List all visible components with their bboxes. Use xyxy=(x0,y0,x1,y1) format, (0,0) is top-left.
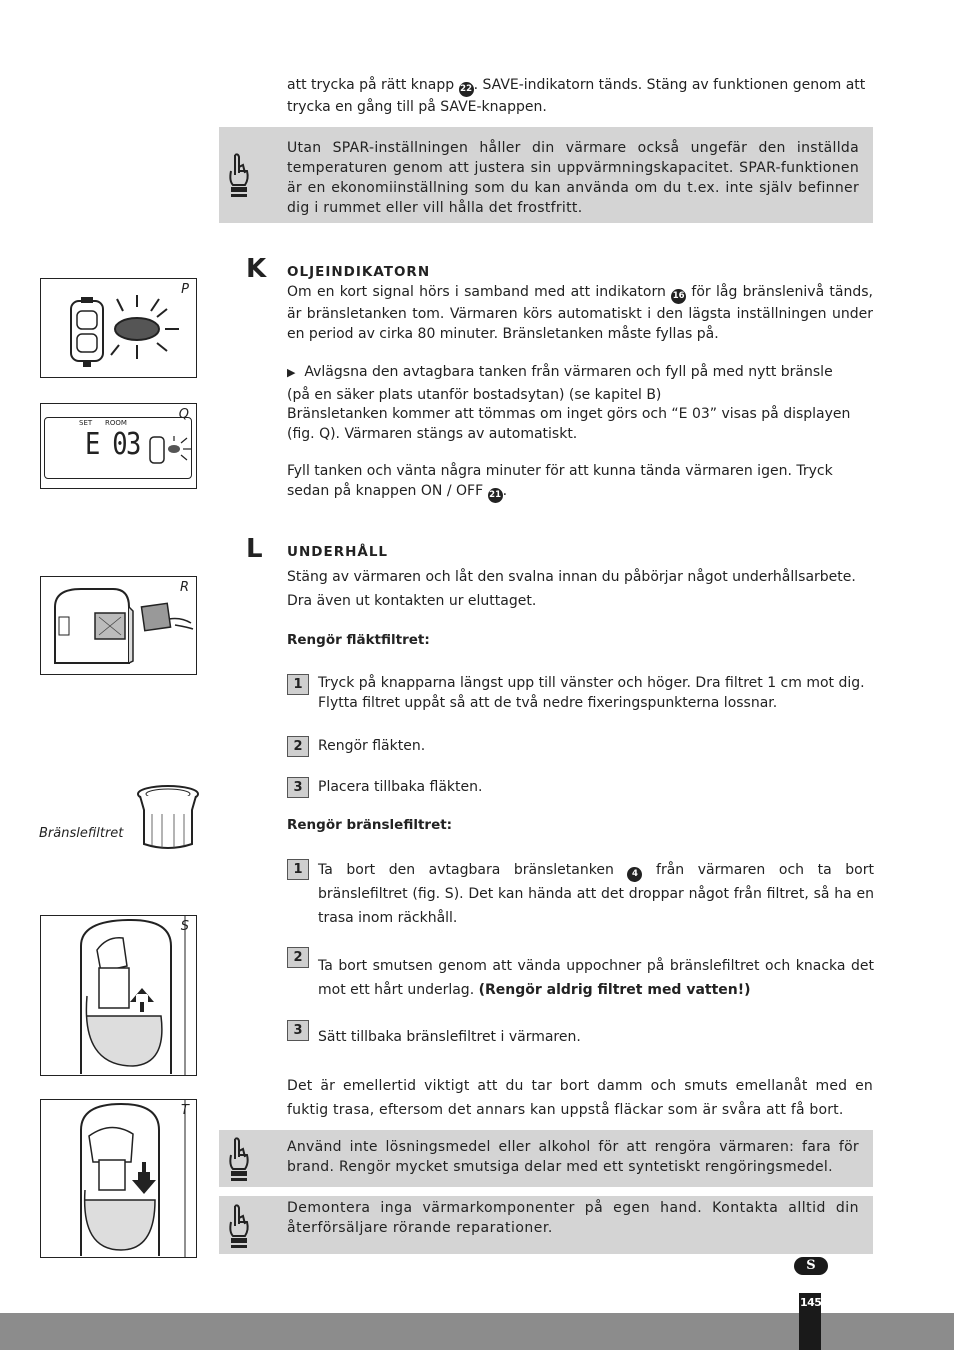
figure-q-display xyxy=(40,403,197,489)
note-text: Använd inte lösningsmedel eller alkohol för att rengöra värmaren: fara för brand. Rengör mycket smutsiga delar med ett syntetiskt rengöringsmedel. xyxy=(287,1139,859,1175)
step-number: 2 xyxy=(287,947,309,968)
figure-label: R xyxy=(179,580,189,595)
figure-label: T xyxy=(181,1103,189,1118)
display-error-code: E 03 xyxy=(85,427,140,462)
step-number: 2 xyxy=(287,736,309,757)
fuel-filter-caption: Bränslefiltret xyxy=(39,826,124,841)
note-box-repairs xyxy=(219,1196,873,1254)
ref-circle-4: 4 xyxy=(627,867,642,882)
note-box-solvent xyxy=(219,1130,873,1187)
figure-label: Q xyxy=(178,407,189,422)
tank-empty-icon xyxy=(147,432,195,468)
intro-paragraph: att trycka på rätt knapp 22 . SAVE-indikatorn tänds. Stäng av funktionen genom att trycka en gång till på SAVE-knappen. xyxy=(287,77,866,115)
language-badge: S xyxy=(794,1257,828,1275)
step-number: 3 xyxy=(287,1020,309,1041)
section-heading-underhall: UNDERHÅLL xyxy=(287,544,389,560)
page-number-tab xyxy=(799,1293,821,1350)
subheading-bransletfiltret: Rengör bränslefiltret: xyxy=(287,817,453,833)
step-number: 1 xyxy=(287,859,309,880)
ref-circle-21: 21 xyxy=(488,488,503,503)
oljeindikatorn-e03-text: Bränsletanken kommer att tömmas om inget görs och “E 03” visas på displayen (fig. Q). Värmaren stängs av automatiskt. xyxy=(287,406,851,442)
figure-s-remove-filter xyxy=(40,915,197,1076)
oljeindikatorn-paragraph-1: Om en kort signal hörs i samband med att indikatorn 16 för låg bränslenivå tänds, är bränsletanken tom. Värmaren körs automatiskt i den lägsta inställningen under en period av cirka 80 minuter. Bränsletanken måste fyllas på. xyxy=(287,284,874,342)
underhall-intro-2: Dra även ut kontakten ur eluttaget. xyxy=(287,593,537,609)
step-text: Tryck på knapparna längst upp till vänster och höger. Dra filtret 1 cm mot dig. Flytta filtret uppåt så att de två nedre fixeringspunkterna lossnar. xyxy=(318,675,865,711)
step-text: Sätt tillbaka bränslefiltret i värmaren. xyxy=(318,1029,581,1045)
section-heading-oljeindikatorn: OLJEINDIKATORN xyxy=(287,264,431,280)
display-room-label: ROOM xyxy=(105,419,127,427)
display-set-label: SET xyxy=(79,419,93,427)
step-text: Placera tillbaka fläkten. xyxy=(318,779,483,795)
note-text: Utan SPAR-inställningen håller din värmare också ungefär den inställda temperaturen genom att justera sin uppvärmningskapacitet. SPAR-funktionen är en ekonomiinställning som du kan använda om du t.ex. inte själv befinner dig i rummet eller vill hålla det frostfritt. xyxy=(287,140,859,216)
page-number: 145 xyxy=(800,1296,822,1309)
warning-hand-icon xyxy=(225,1202,253,1250)
oljeindikatorn-paragraph-3: Fyll tanken och vänta några minuter för att kunna tända värmaren igen. Tryck sedan på knappen ON / OFF 21 . xyxy=(287,461,873,503)
section-letter-k: K xyxy=(246,254,267,284)
pointing-hand-icon xyxy=(225,151,253,199)
step-number: 3 xyxy=(287,777,309,798)
figure-r-fan-filter xyxy=(40,576,197,675)
heater-filter-illustration xyxy=(41,577,196,674)
oljeindikatorn-instruction: ▶ Avlägsna den avtagbara tanken från värmaren och fyll på med nytt bränsle xyxy=(287,364,833,380)
insert-filter-illustration xyxy=(41,1100,196,1257)
step-number: 1 xyxy=(287,674,309,695)
figure-t-insert-filter xyxy=(40,1099,197,1258)
bullet-arrow-icon: ▶ xyxy=(287,366,296,379)
figure-label: P xyxy=(181,282,189,297)
remove-filter-illustration xyxy=(41,916,196,1075)
step-text: Rengör fläkten. xyxy=(318,738,426,754)
step-text: Ta bort den avtagbara bränsletanken 4 från värmaren och ta bort bränslefiltret (fig. S). Det kan hända att det droppar något från filtret, så ha en trasa inom räckhåll. xyxy=(318,862,874,926)
underhall-intro-1: Stäng av värmaren och låt den svalna innan du påbörjar något underhållsarbete. xyxy=(287,569,856,585)
note-text: Demontera inga värmarkomponenter på egen hand. Kontakta alltid din återförsäljare rörande reparationer. xyxy=(287,1200,859,1236)
figure-label: S xyxy=(180,919,189,934)
note-box-save xyxy=(219,127,873,223)
section-letter-l: L xyxy=(246,534,263,564)
warning-hand-icon xyxy=(225,1135,253,1183)
figure-p-tank-indicator xyxy=(40,278,197,378)
underhall-outro: Det är emellertid viktigt att du tar bort damm och smuts emellanåt med en fuktig trasa, eftersom det annars kan uppstå fläckar som är svåra att få bort. xyxy=(287,1078,873,1118)
tank-indicator-illustration xyxy=(41,279,196,377)
fuel-filter-illustration xyxy=(134,782,200,852)
subheading-flaktfiltret: Rengör fläktfiltret: xyxy=(287,632,430,648)
step-text: Ta bort smutsen genom att vända uppochner på bränslefiltret och knacka det mot ett hårt underlag. (Rengör aldrig filtret med vatten!) xyxy=(318,958,874,998)
ref-circle-22: 22 xyxy=(459,82,474,97)
ref-circle-16: 16 xyxy=(671,289,686,304)
oljeindikatorn-safe-location: (på en säker plats utanför bostadsytan) (se kapitel B) xyxy=(287,387,662,403)
